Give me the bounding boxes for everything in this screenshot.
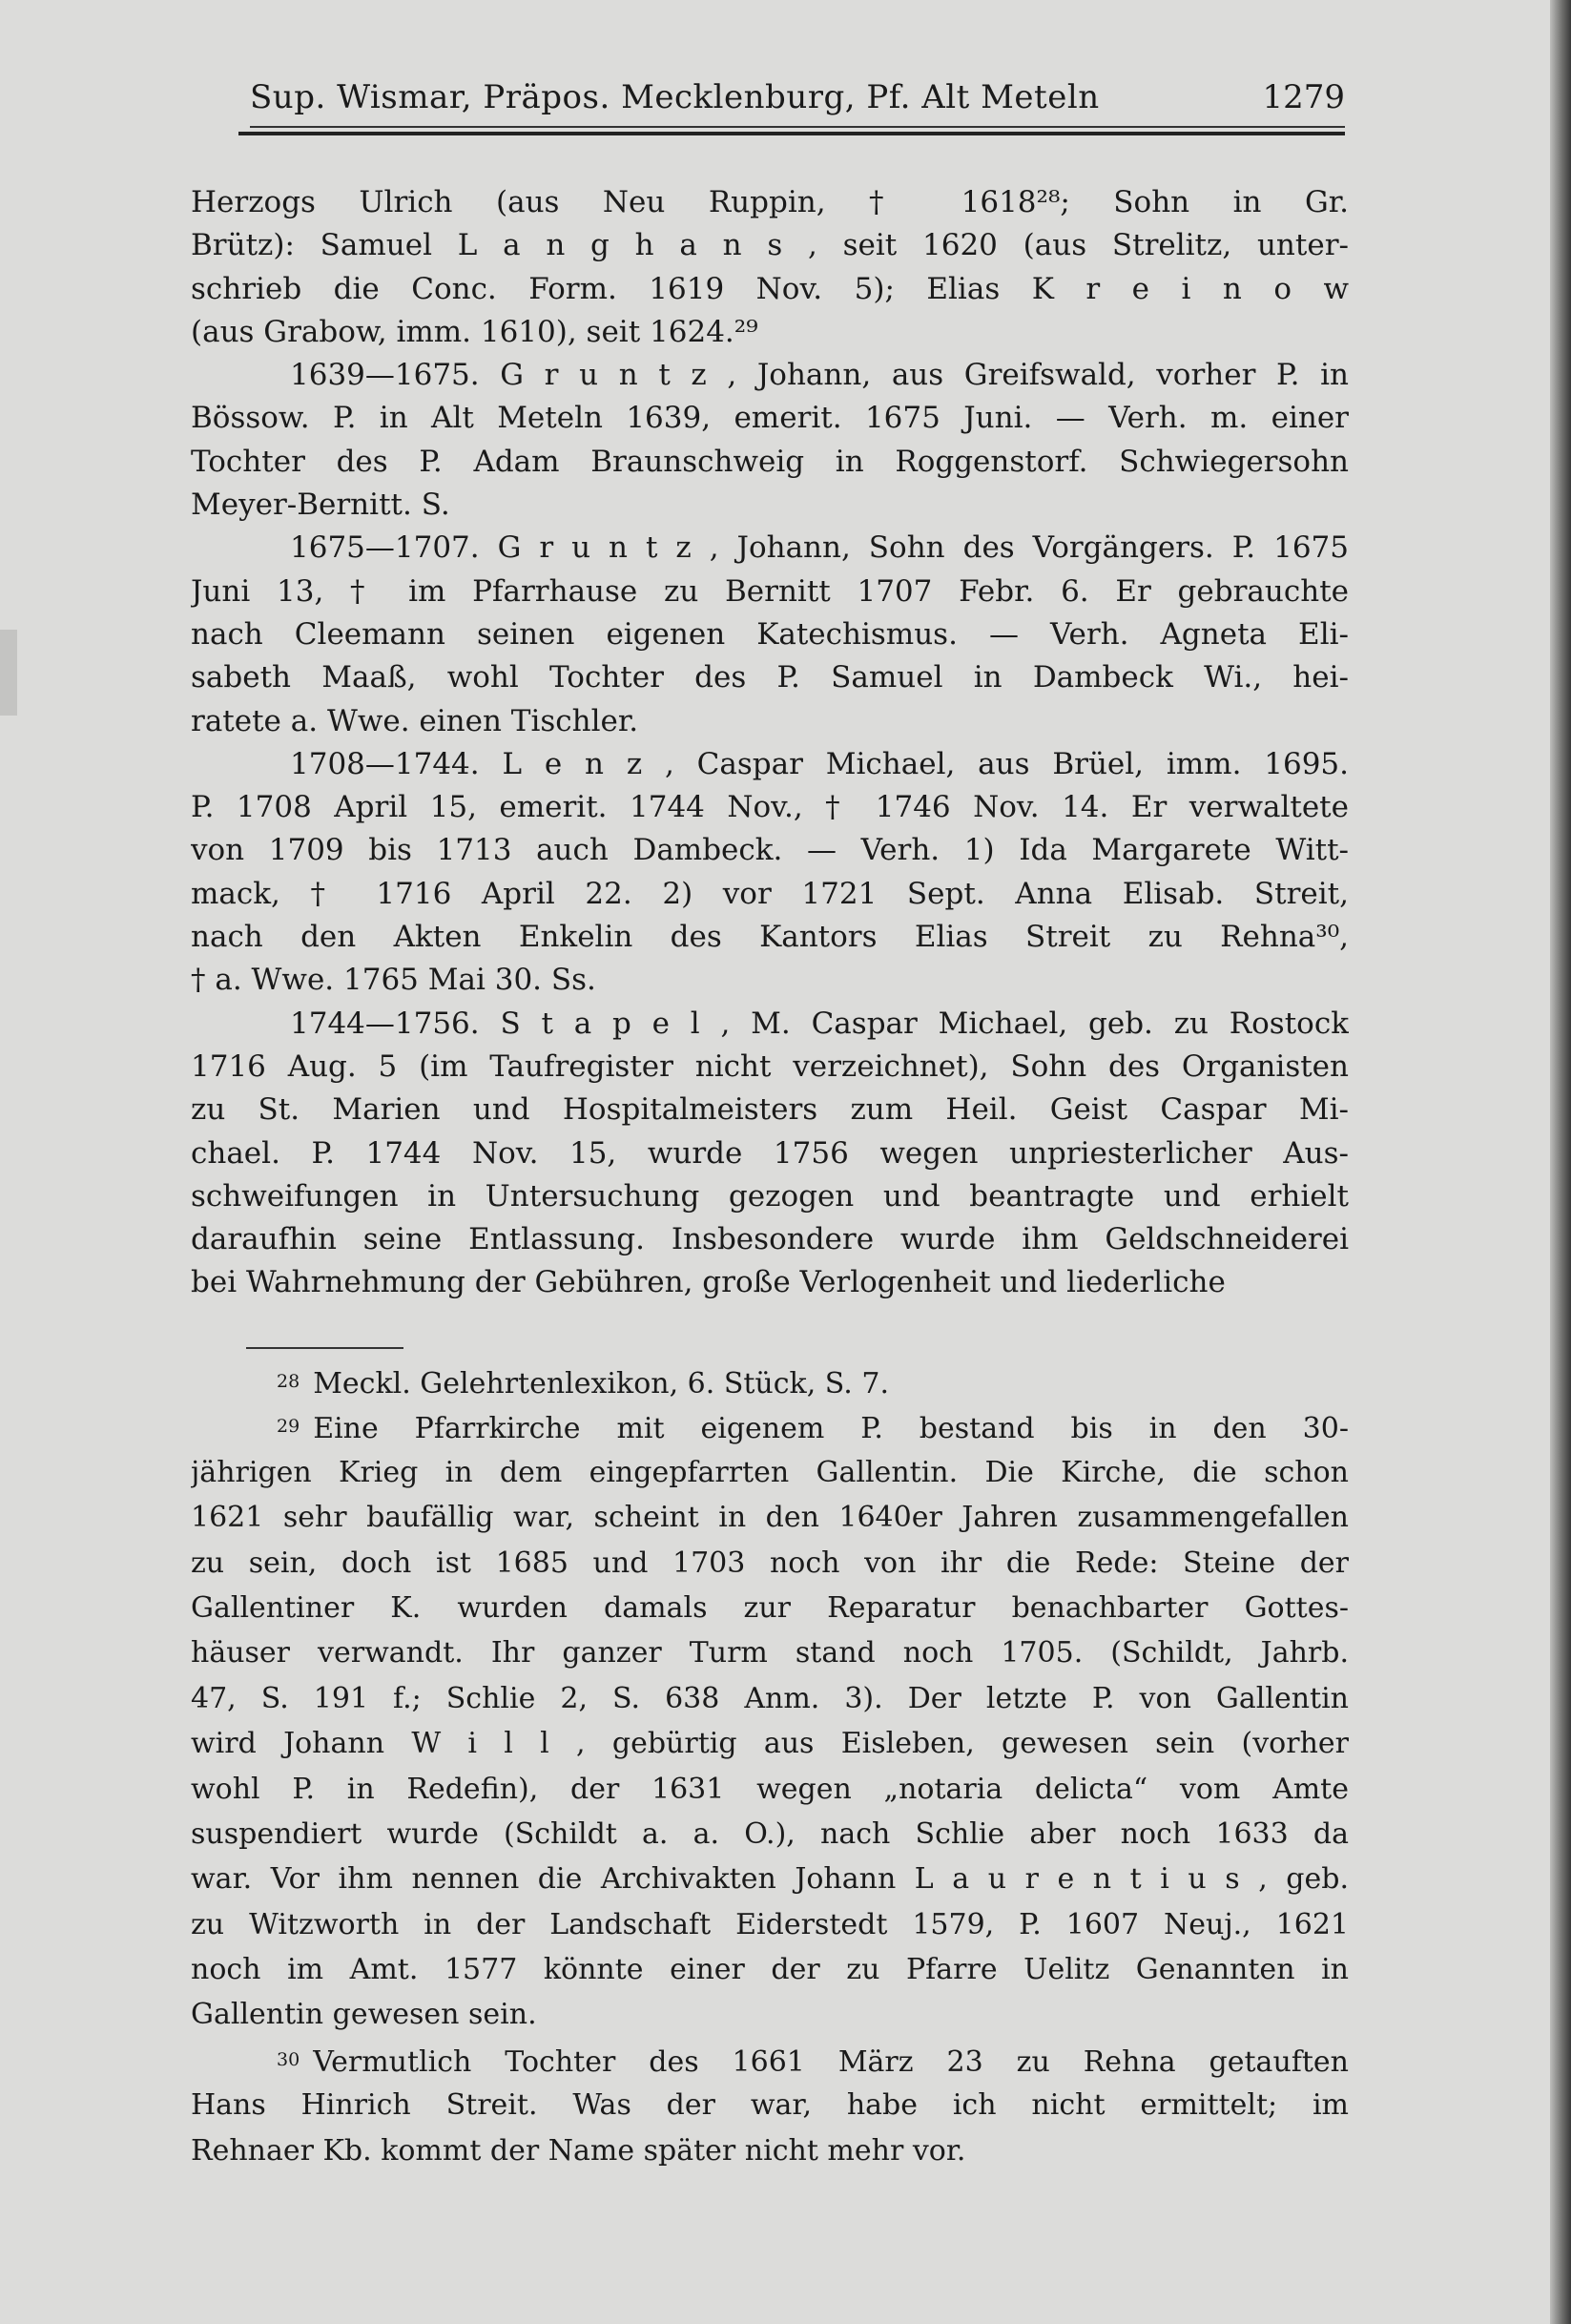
footnote-29 xyxy=(191,1404,1349,2037)
footnote-line: Rehnaer Kb. kommt der Name später nicht mehr vor. xyxy=(191,2133,966,2168)
paragraph xyxy=(191,354,1349,527)
footnote-line: 47, S. 191 f.; Schlie 2, S. 638 Anm. 3). Der letzte P. von Gallentin xyxy=(191,1681,1349,1715)
text-line: ratete a. Wwe. einen Tischler. xyxy=(191,703,639,738)
text-line: Juni 13, † im Pfarrhause zu Bernitt 1707 Febr. 6. Er gebrauchte xyxy=(191,573,1349,609)
text-line: 1708—1744. L e n z , Caspar Michael, aus Brüel, imm. 1695. xyxy=(290,746,1349,781)
text-line: mack, † 1716 April 22. 2) vor 1721 Sept. Anna Elisab. Streit, xyxy=(191,876,1349,911)
paragraph xyxy=(191,181,1349,354)
text-line: daraufhin seine Entlassung. Insbesondere wurde ihm Geldschneiderei xyxy=(191,1222,1349,1257)
footnote-line: zu sein, doch ist 1685 und 1703 noch von ihr die Rede: Steine der xyxy=(191,1546,1349,1580)
footnote-text: Eine Pfarrkirche mit eigenem P. bestand bis in den 30- xyxy=(313,1412,1349,1446)
footnote-line xyxy=(191,1359,1349,1404)
footnote-line: wird Johann W i l l , gebürtig aus Eisleben, gewesen sein (vorher xyxy=(191,1727,1349,1761)
text-line: Brütz): Samuel L a n g h a n s , seit 1620 (aus Strelitz, unter- xyxy=(191,228,1349,263)
footnote-30 xyxy=(191,2038,1349,2173)
text-line: 1639—1675. G r u n t z , Johann, aus Greifswald, vorher P. in xyxy=(290,358,1349,393)
page-edge-shadow xyxy=(1550,0,1571,2324)
text-line: sabeth Maaß, wohl Tochter des P. Samuel in Dambeck Wi., hei- xyxy=(191,660,1349,695)
header-rule-thin xyxy=(250,126,1345,128)
footnote-number: 29 xyxy=(277,1416,300,1438)
header-title: Sup. Wismar, Präpos. Mecklenburg, Pf. Alt Meteln xyxy=(250,78,1100,116)
text-line: Tochter des P. Adam Braunschweig in Roggenstorf. Schwiegersohn xyxy=(191,444,1349,479)
scan-smudge xyxy=(0,630,17,716)
text-line: schweifungen in Untersuchung gezogen und beantragte und erhielt xyxy=(191,1178,1349,1214)
text-line: 1716 Aug. 5 (im Taufregister nicht verzeichnet), Sohn des Organisten xyxy=(191,1048,1349,1084)
text-line: chael. P. 1744 Nov. 15, wurde 1756 wegen unpriesterlicher Aus- xyxy=(191,1135,1349,1171)
footnote-line: suspendiert wurde (Schildt a. a. O.), nach Schlie aber noch 1633 da xyxy=(191,1816,1349,1851)
text-line: nach Cleemann seinen eigenen Katechismus. — Verh. Agneta Eli- xyxy=(191,616,1349,652)
footnote-line: Gallentiner K. wurden damals zur Reparatur benachbarter Gottes- xyxy=(191,1590,1349,1625)
text-line: Herzogs Ulrich (aus Neu Ruppin, † 1618²⁸; Sohn in Gr. xyxy=(191,185,1349,219)
page-number: 1279 xyxy=(1262,78,1345,116)
footnote-line: jährigen Krieg in dem eingepfarrten Gallentin. Die Kirche, die schon xyxy=(191,1455,1349,1489)
footnote-line xyxy=(191,1404,1349,1449)
text-line: 1675—1707. G r u n t z , Johann, Sohn des Vorgängers. P. 1675 xyxy=(290,530,1349,566)
footnote-28 xyxy=(191,1359,1349,1404)
text-line: Meyer-Bernitt. S. xyxy=(191,488,450,523)
text-line: 1744—1756. S t a p e l , M. Caspar Michael, geb. zu Rostock xyxy=(290,1006,1349,1041)
footnote-line: wohl P. in Redefin), der 1631 wegen „notaria delicta“ vom Amte xyxy=(191,1772,1349,1806)
footnote-line: noch im Amt. 1577 könnte einer der zu Pfarre Uelitz Genannten in xyxy=(191,1953,1349,1987)
text-line: nach den Akten Enkelin des Kantors Elias Streit zu Rehna³⁰, xyxy=(191,920,1349,955)
footnotes xyxy=(191,1359,1349,2173)
text-line: (aus Grabow, imm. 1610), seit 1624.²⁹ xyxy=(191,314,758,349)
footnote-number: 28 xyxy=(277,1371,300,1392)
text-line: von 1709 bis 1713 auch Dambeck. — Verh. 1) Ida Margarete Witt- xyxy=(191,833,1349,868)
paragraph xyxy=(191,1003,1349,1305)
footnote-line: zu Witzworth in der Landschaft Eiderstedt 1579, P. 1607 Neuj., 1621 xyxy=(191,1907,1349,1941)
footnote-number: 30 xyxy=(277,2048,300,2070)
text-line: zu St. Marien und Hospitalmeisters zum Heil. Geist Caspar Mi- xyxy=(191,1092,1349,1128)
footnote-text: Meckl. Gelehrtenlexikon, 6. Stück, S. 7. xyxy=(313,1367,889,1401)
footnote-line: 1621 sehr baufällig war, scheint in den 1640er Jahren zusammengefallen xyxy=(191,1501,1349,1535)
text-line: P. 1708 April 15, emerit. 1744 Nov., † 1746 Nov. 14. Er verwaltete xyxy=(191,790,1349,825)
footnote-line: Hans Hinrich Streit. Was der war, habe ich nicht ermittelt; im xyxy=(191,2088,1349,2123)
running-header xyxy=(250,78,1345,126)
paragraph xyxy=(191,743,1349,1003)
footnote-line xyxy=(191,2038,1349,2083)
text-line: schrieb die Conc. Form. 1619 Nov. 5); Elias K r e i n o w xyxy=(191,271,1349,306)
text-line: Bössow. P. in Alt Meteln 1639, emerit. 1675 Juni. — Verh. m. einer xyxy=(191,401,1349,436)
text-line: bei Wahrnehmung der Gebühren, große Verlogenheit und liederliche xyxy=(191,1265,1226,1300)
main-text xyxy=(191,181,1349,1305)
footnote-line: häuser verwandt. Ihr ganzer Turm stand noch 1705. (Schildt, Jahrb. xyxy=(191,1636,1349,1670)
footnote-line: Gallentin gewesen sein. xyxy=(191,1998,537,2032)
paragraph xyxy=(191,527,1349,742)
text-line: † a. Wwe. 1765 Mai 30. Ss. xyxy=(191,963,596,998)
footnote-line: war. Vor ihm nennen die Archivakten Johann L a u r e n t i u s , geb. xyxy=(191,1862,1349,1897)
header-rule-thick xyxy=(238,132,1345,135)
footnote-separator xyxy=(246,1347,403,1349)
footnote-text: Vermutlich Tochter des 1661 März 23 zu Rehna getauften xyxy=(313,2044,1349,2079)
